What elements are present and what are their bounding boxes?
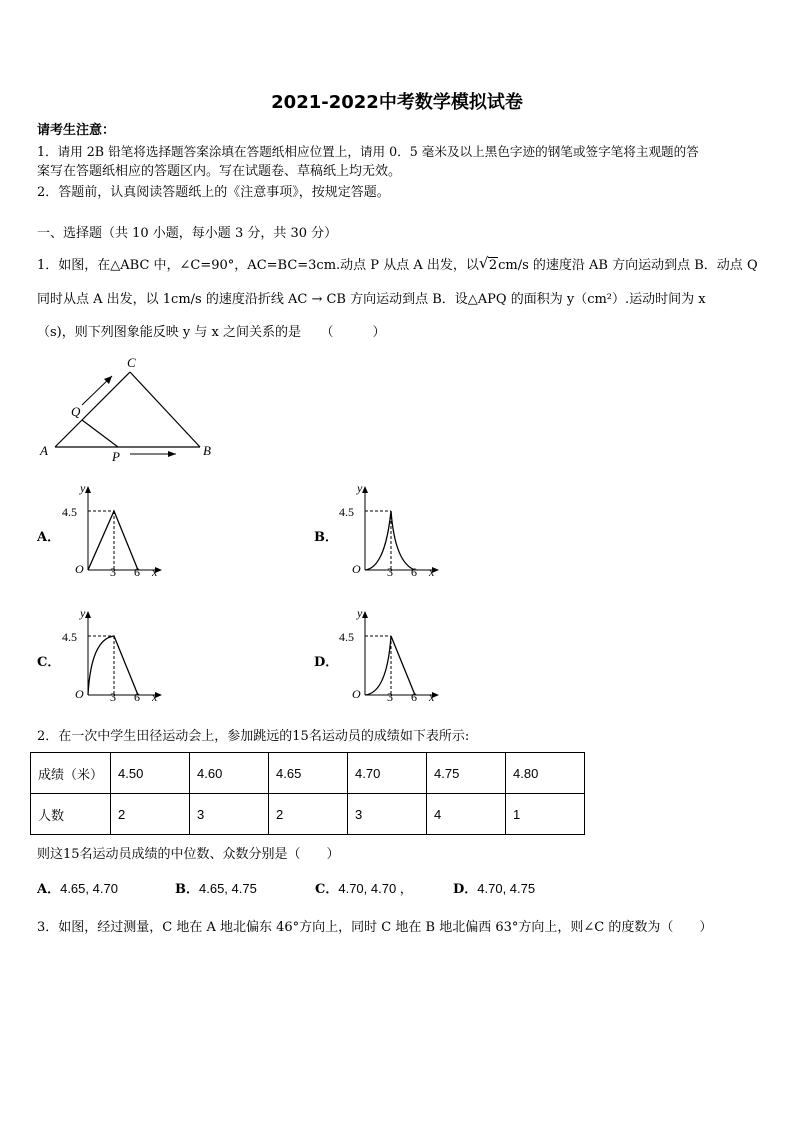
x-tick-6: 6 [134,565,140,579]
triangle-figure [30,350,230,465]
option-label: D． [453,882,478,897]
q2-option-b [175,878,257,900]
x-axis-label: x [429,690,435,704]
table-cell: 4.75 [427,753,506,794]
x-tick-6: 6 [134,690,140,704]
table-cell: 1 [506,794,585,835]
table-cell: 4.80 [506,753,585,794]
q2-option-a [37,878,118,900]
option-value: 4.70, 4.70 ， [338,881,413,896]
y-axis-label: y [80,606,86,620]
score-table [30,752,585,835]
x-tick-3: 3 [387,565,393,579]
y-tick-4-5: 4.5 [339,630,354,644]
table-cell: 4 [427,794,506,835]
label-q: Q [71,404,81,419]
q1-line-3: （s)，则下列图象能反映 y 与 x 之间关系的是 （ ） [37,325,386,340]
option-label: A． [37,882,61,897]
table-cell: 3 [348,794,427,835]
table-cell: 4.60 [190,753,269,794]
q2-question: 则这15名运动员成绩的中位数、众数分别是（ ） [37,847,340,862]
row-label-count: 人数 [31,794,111,835]
origin-label: O [75,562,84,576]
table-row [31,753,585,794]
q1-option-b-label: B． [314,530,338,545]
graph-b [337,478,447,583]
label-c: C [127,355,136,370]
x-tick-6: 6 [411,565,417,579]
table-cell: 4.65 [269,753,348,794]
x-tick-3: 3 [110,565,116,579]
y-axis-label: y [357,606,363,620]
q3-stem: 3．如图，经过测量，C 地在 A 地北偏东 46°方向上，同时 C 地在 B 地北偏西 63°方向上，则∠C 的度数为（ ） [37,920,713,935]
label-a: A [40,443,48,458]
label-p: P [112,449,120,464]
origin-label: O [352,687,361,701]
q2-stem: 2．在一次中学生田径运动会上，参加跳远的15名运动员的成绩如下表所示: [37,729,470,744]
option-value: 4.65, 4.75 [199,881,257,896]
page-title: 2021-2022中考数学模拟试卷 [271,92,523,113]
row-label-score: 成绩（米） [31,753,111,794]
table-cell: 2 [269,794,348,835]
y-tick-4-5: 4.5 [62,630,77,644]
q1-line-2: 同时从点 A 出发，以 1cm/s 的速度沿折线 AC → CB 方向运动到点 B．设△APQ 的面积为 y（cm²）.运动时间为 x [37,292,706,307]
y-tick-4-5: 4.5 [62,505,77,519]
notice-line-1b: 案写在答题纸相应的答题区内。写在试题卷、草稿纸上均无效。 [37,164,402,179]
x-axis-label: x [429,565,435,579]
section-heading: 一、选择题（共 10 小题，每小题 3 分，共 30 分） [37,226,338,241]
x-tick-3: 3 [387,690,393,704]
q2-option-d [453,878,535,900]
y-axis-label: y [357,481,363,495]
option-value: 4.65, 4.70 [60,881,118,896]
y-tick-4-5: 4.5 [339,505,354,519]
graph-a [60,478,170,583]
sqrt-symbol: √ 2 [478,254,498,273]
notice-heading: 请考生注意： [37,123,116,138]
table-cell: 2 [111,794,190,835]
origin-label: O [75,687,84,701]
q1-option-a-label: A． [37,530,61,545]
x-tick-6: 6 [411,690,417,704]
option-value: 4.70, 4.75 [477,881,536,896]
table-cell: 3 [190,794,269,835]
sqrt-radicand: 2 [488,258,498,273]
q1-option-d-label: D． [314,655,339,670]
table-row [31,794,585,835]
q1-line-1-pre: 1．如图，在△ABC 中，∠C=90°，AC=BC=3cm.动点 P 从点 A 出发，以 [37,258,479,273]
q1-line-1 [37,255,758,276]
table-cell: 4.50 [111,753,190,794]
x-tick-3: 3 [110,690,116,704]
label-b: B [203,443,211,458]
option-label: B． [175,882,199,897]
q1-line-1-post: cm/s 的速度沿 AB 方向运动到点 B．动点 Q [498,258,758,273]
x-axis-label: x [152,565,158,579]
x-axis-label: x [152,690,158,704]
notice-line-1: 1．请用 2B 铅笔将选择题答案涂填在答题纸相应位置上，请用 0．5 毫米及以上黑色字迹的钢笔或签字笔将主观题的答 [37,144,699,159]
graph-d [337,603,447,708]
option-label: C． [315,882,339,897]
q2-option-c [315,878,413,900]
graph-c [60,603,170,708]
table-cell: 4.70 [348,753,427,794]
origin-label: O [352,562,361,576]
q1-option-c-label: C． [37,655,61,670]
notice-line-2: 2．答题前，认真阅读答题纸上的《注意事项》，按规定答题。 [37,185,390,200]
y-axis-label: y [80,481,86,495]
